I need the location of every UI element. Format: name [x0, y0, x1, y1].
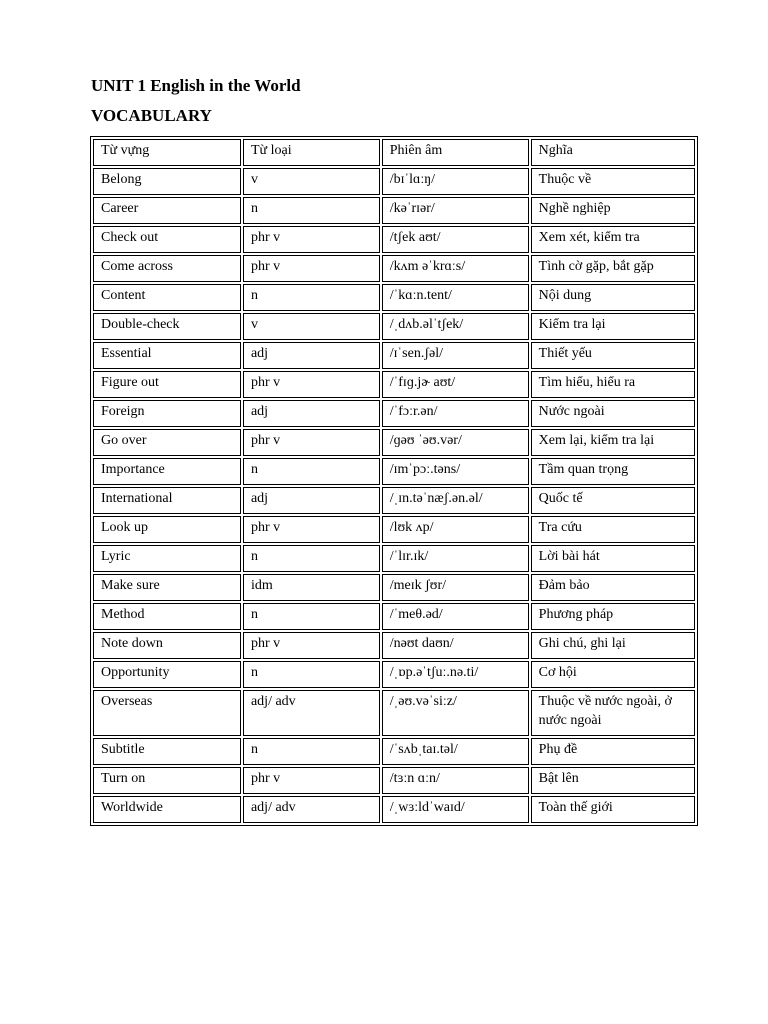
- cell-pronunciation-text: /ˈfɪɡ.jɚ aʊt/: [389, 375, 456, 390]
- table-header-row: [93, 139, 695, 166]
- cell-meaning: [531, 632, 695, 659]
- cell-pronunciation: [382, 255, 529, 282]
- cell-part-of-speech: [243, 255, 380, 282]
- cell-part-of-speech: [243, 632, 380, 659]
- cell-pronunciation-text: /meɪk ʃʊr/: [389, 578, 446, 593]
- cell-meaning: [531, 284, 695, 311]
- cell-part-of-speech-text: phr v: [250, 520, 281, 535]
- cell-word-text: Essential: [101, 346, 152, 361]
- header-meaning-label: Nghĩa: [538, 143, 573, 158]
- cell-word-text: Note down: [101, 636, 163, 651]
- cell-part-of-speech: [243, 574, 380, 601]
- cell-part-of-speech-text: phr v: [250, 433, 281, 448]
- cell-meaning: [531, 197, 695, 224]
- cell-meaning: [531, 796, 695, 823]
- cell-pronunciation-text: /ˈlɪr.ɪk/: [389, 549, 429, 564]
- cell-part-of-speech-text: phr v: [250, 259, 281, 274]
- table-row: [93, 516, 695, 543]
- cell-part-of-speech: [243, 313, 380, 340]
- cell-pronunciation-text: /tʃek aʊt/: [389, 230, 441, 245]
- cell-pronunciation-text: /tɜːn ɑːn/: [389, 771, 440, 786]
- cell-meaning-text: Kiểm tra lại: [538, 317, 606, 332]
- cell-pronunciation: [382, 197, 529, 224]
- cell-word-text: Look up: [101, 520, 149, 535]
- cell-meaning-text: Tìm hiểu, hiểu ra: [538, 375, 636, 390]
- cell-part-of-speech-text: adj: [250, 404, 269, 419]
- cell-part-of-speech-text: adj: [250, 491, 269, 506]
- cell-part-of-speech: [243, 284, 380, 311]
- cell-meaning: [531, 168, 695, 195]
- cell-meaning-text: Lời bài hát: [538, 549, 600, 564]
- cell-meaning: [531, 690, 695, 736]
- cell-part-of-speech-text: n: [250, 665, 258, 680]
- cell-word: [93, 168, 241, 195]
- cell-word: [93, 197, 241, 224]
- cell-part-of-speech-text: n: [250, 462, 258, 477]
- cell-pronunciation: [382, 632, 529, 659]
- cell-part-of-speech: [243, 400, 380, 427]
- table-row: [93, 796, 695, 823]
- cell-pronunciation-text: /ˈfɔːr.ən/: [389, 404, 438, 419]
- cell-pronunciation: [382, 313, 529, 340]
- cell-pronunciation: [382, 661, 529, 688]
- table-row: [93, 429, 695, 456]
- cell-pronunciation-text: /ˌdʌb.əlˈtʃek/: [389, 317, 464, 332]
- cell-pronunciation: [382, 690, 529, 736]
- cell-meaning-text: Thuộc về: [538, 172, 592, 187]
- cell-part-of-speech: [243, 197, 380, 224]
- cell-pronunciation-text: /bɪˈlɑːŋ/: [389, 172, 436, 187]
- cell-pronunciation: [382, 487, 529, 514]
- vocabulary-table-body: [93, 139, 695, 823]
- cell-meaning: [531, 487, 695, 514]
- table-row: [93, 284, 695, 311]
- section-title: VOCABULARY: [91, 106, 212, 125]
- cell-meaning-text: Tầm quan trọng: [538, 462, 629, 477]
- cell-pronunciation: [382, 516, 529, 543]
- cell-pronunciation: [382, 342, 529, 369]
- cell-part-of-speech-text: adj/ adv: [250, 694, 296, 709]
- cell-meaning-text: Nghề nghiệp: [538, 201, 611, 216]
- cell-word: [93, 661, 241, 688]
- cell-word: [93, 796, 241, 823]
- cell-meaning-text: Xem xét, kiểm tra: [538, 230, 640, 245]
- cell-word-text: Check out: [101, 230, 159, 245]
- cell-pronunciation-text: /ˌɒp.əˈtʃuː.nə.ti/: [389, 665, 479, 680]
- table-row: [93, 458, 695, 485]
- cell-part-of-speech-text: n: [250, 607, 258, 622]
- cell-word: [93, 342, 241, 369]
- cell-meaning: [531, 255, 695, 282]
- cell-part-of-speech-text: phr v: [250, 771, 281, 786]
- cell-meaning-text: Xem lại, kiểm tra lại: [538, 433, 655, 448]
- cell-word: [93, 690, 241, 736]
- cell-pronunciation: [382, 545, 529, 572]
- table-row: [93, 661, 695, 688]
- cell-pronunciation: [382, 574, 529, 601]
- cell-part-of-speech: [243, 342, 380, 369]
- cell-part-of-speech-text: n: [250, 201, 258, 216]
- cell-meaning-text: Thuộc về nước ngoài, ở nước ngoài: [538, 694, 672, 728]
- table-row: [93, 767, 695, 794]
- cell-part-of-speech-text: n: [250, 549, 258, 564]
- cell-word: [93, 313, 241, 340]
- cell-meaning-text: Đảm bảo: [538, 578, 590, 593]
- cell-word-text: Make sure: [101, 578, 160, 593]
- cell-meaning-text: Cơ hội: [538, 665, 577, 680]
- table-row: [93, 197, 695, 224]
- cell-pronunciation: [382, 796, 529, 823]
- header-word: [93, 139, 241, 166]
- cell-pronunciation-text: /ˌwɜːldˈwaɪd/: [389, 800, 465, 815]
- cell-meaning: [531, 226, 695, 253]
- cell-meaning-text: Nội dung: [538, 288, 592, 303]
- header-meaning: [531, 139, 695, 166]
- cell-meaning-text: Phụ đề: [538, 742, 578, 757]
- cell-meaning-text: Nước ngoài: [538, 404, 605, 419]
- table-row: [93, 603, 695, 630]
- cell-pronunciation: [382, 226, 529, 253]
- cell-part-of-speech-text: n: [250, 288, 258, 303]
- cell-meaning: [531, 574, 695, 601]
- cell-word-text: Opportunity: [101, 665, 170, 680]
- cell-pronunciation-text: /ɪmˈpɔː.təns/: [389, 462, 461, 477]
- cell-pronunciation-text: /ˈsʌbˌtaɪ.təl/: [389, 742, 458, 757]
- cell-meaning: [531, 400, 695, 427]
- cell-meaning-text: Ghi chú, ghi lại: [538, 636, 626, 651]
- cell-pronunciation-text: /kʌm əˈkrɑːs/: [389, 259, 466, 274]
- cell-meaning: [531, 738, 695, 765]
- cell-word: [93, 458, 241, 485]
- table-row: [93, 690, 695, 736]
- cell-part-of-speech-text: phr v: [250, 230, 281, 245]
- cell-meaning: [531, 458, 695, 485]
- cell-word-text: Double-check: [101, 317, 180, 332]
- cell-pronunciation: [382, 429, 529, 456]
- cell-word-text: Belong: [101, 172, 142, 187]
- table-row: [93, 487, 695, 514]
- cell-word-text: Foreign: [101, 404, 145, 419]
- cell-pronunciation: [382, 603, 529, 630]
- cell-meaning: [531, 516, 695, 543]
- cell-part-of-speech: [243, 371, 380, 398]
- cell-pronunciation: [382, 168, 529, 195]
- header-pronunciation: [382, 139, 529, 166]
- header-word-label: Từ vựng: [101, 143, 150, 158]
- cell-meaning-text: Tình cờ gặp, bắt gặp: [538, 259, 654, 274]
- cell-part-of-speech-text: phr v: [250, 636, 281, 651]
- cell-word-text: Career: [101, 201, 139, 216]
- cell-word: [93, 400, 241, 427]
- cell-meaning-text: Bật lên: [538, 771, 579, 786]
- cell-pronunciation-text: /kəˈrɪər/: [389, 201, 435, 216]
- cell-part-of-speech: [243, 458, 380, 485]
- cell-pronunciation-text: /lʊk ʌp/: [389, 520, 434, 535]
- cell-meaning-text: Thiết yếu: [538, 346, 592, 361]
- cell-part-of-speech: [243, 661, 380, 688]
- cell-part-of-speech: [243, 429, 380, 456]
- cell-part-of-speech-text: v: [250, 317, 258, 332]
- cell-meaning: [531, 767, 695, 794]
- cell-part-of-speech-text: n: [250, 742, 258, 757]
- cell-pronunciation: [382, 371, 529, 398]
- cell-part-of-speech: [243, 487, 380, 514]
- cell-word: [93, 371, 241, 398]
- table-row: [93, 342, 695, 369]
- cell-word: [93, 574, 241, 601]
- unit-title: UNIT 1 English in the World: [91, 76, 301, 95]
- cell-word-text: Importance: [101, 462, 165, 477]
- cell-pronunciation-text: /ˈkɑːn.tent/: [389, 288, 452, 303]
- cell-word: [93, 487, 241, 514]
- cell-word: [93, 429, 241, 456]
- cell-meaning: [531, 313, 695, 340]
- cell-part-of-speech: [243, 516, 380, 543]
- table-row: [93, 371, 695, 398]
- header-part-of-speech-label: Từ loại: [250, 143, 292, 158]
- cell-pronunciation: [382, 767, 529, 794]
- cell-pronunciation-text: /ˈmeθ.əd/: [389, 607, 443, 622]
- cell-meaning-text: Quốc tế: [538, 491, 583, 506]
- cell-pronunciation: [382, 284, 529, 311]
- cell-part-of-speech: [243, 738, 380, 765]
- cell-part-of-speech-text: v: [250, 172, 258, 187]
- cell-pronunciation: [382, 400, 529, 427]
- cell-word-text: Come across: [101, 259, 173, 274]
- cell-pronunciation-text: /nəʊt daʊn/: [389, 636, 454, 651]
- table-row: [93, 574, 695, 601]
- cell-part-of-speech-text: adj: [250, 346, 269, 361]
- cell-part-of-speech: [243, 796, 380, 823]
- cell-meaning: [531, 371, 695, 398]
- cell-part-of-speech: [243, 767, 380, 794]
- cell-word-text: Go over: [101, 433, 147, 448]
- cell-word: [93, 632, 241, 659]
- table-row: [93, 400, 695, 427]
- cell-meaning-text: Toàn thế giới: [538, 800, 613, 815]
- cell-meaning: [531, 661, 695, 688]
- table-row: [93, 255, 695, 282]
- cell-meaning-text: Phương pháp: [538, 607, 614, 622]
- cell-word: [93, 226, 241, 253]
- cell-word: [93, 738, 241, 765]
- cell-meaning: [531, 545, 695, 572]
- cell-word: [93, 767, 241, 794]
- header-pronunciation-label: Phiên âm: [389, 143, 443, 158]
- cell-word: [93, 516, 241, 543]
- cell-word-text: International: [101, 491, 173, 506]
- cell-part-of-speech: [243, 690, 380, 736]
- cell-word-text: Subtitle: [101, 742, 145, 757]
- cell-part-of-speech-text: phr v: [250, 375, 281, 390]
- table-row: [93, 632, 695, 659]
- cell-meaning: [531, 429, 695, 456]
- cell-part-of-speech: [243, 545, 380, 572]
- cell-part-of-speech-text: adj/ adv: [250, 800, 296, 815]
- table-row: [93, 545, 695, 572]
- cell-word-text: Figure out: [101, 375, 159, 390]
- header-part-of-speech: [243, 139, 380, 166]
- cell-word-text: Turn on: [101, 771, 146, 786]
- cell-word-text: Content: [101, 288, 146, 303]
- cell-word: [93, 255, 241, 282]
- cell-pronunciation-text: /ɡəʊ ˈəʊ.vər/: [389, 433, 462, 448]
- cell-word-text: Method: [101, 607, 145, 622]
- cell-meaning-text: Tra cứu: [538, 520, 582, 535]
- cell-part-of-speech: [243, 226, 380, 253]
- cell-part-of-speech: [243, 168, 380, 195]
- cell-pronunciation-text: /ɪˈsen.ʃəl/: [389, 346, 443, 361]
- cell-pronunciation: [382, 738, 529, 765]
- table-row: [93, 313, 695, 340]
- cell-meaning: [531, 603, 695, 630]
- cell-pronunciation: [382, 458, 529, 485]
- cell-pronunciation-text: /ˌəʊ.vəˈsiːz/: [389, 694, 457, 709]
- cell-word-text: Worldwide: [101, 800, 163, 815]
- table-row: [93, 226, 695, 253]
- cell-part-of-speech: [243, 603, 380, 630]
- cell-word-text: Overseas: [101, 694, 153, 709]
- cell-part-of-speech-text: idm: [250, 578, 273, 593]
- vocabulary-table: [90, 136, 698, 826]
- cell-pronunciation-text: /ˌɪn.təˈnæʃ.ən.əl/: [389, 491, 483, 506]
- cell-meaning: [531, 342, 695, 369]
- cell-word: [93, 603, 241, 630]
- table-row: [93, 738, 695, 765]
- cell-word: [93, 545, 241, 572]
- cell-word-text: Lyric: [101, 549, 131, 564]
- table-row: [93, 168, 695, 195]
- cell-word: [93, 284, 241, 311]
